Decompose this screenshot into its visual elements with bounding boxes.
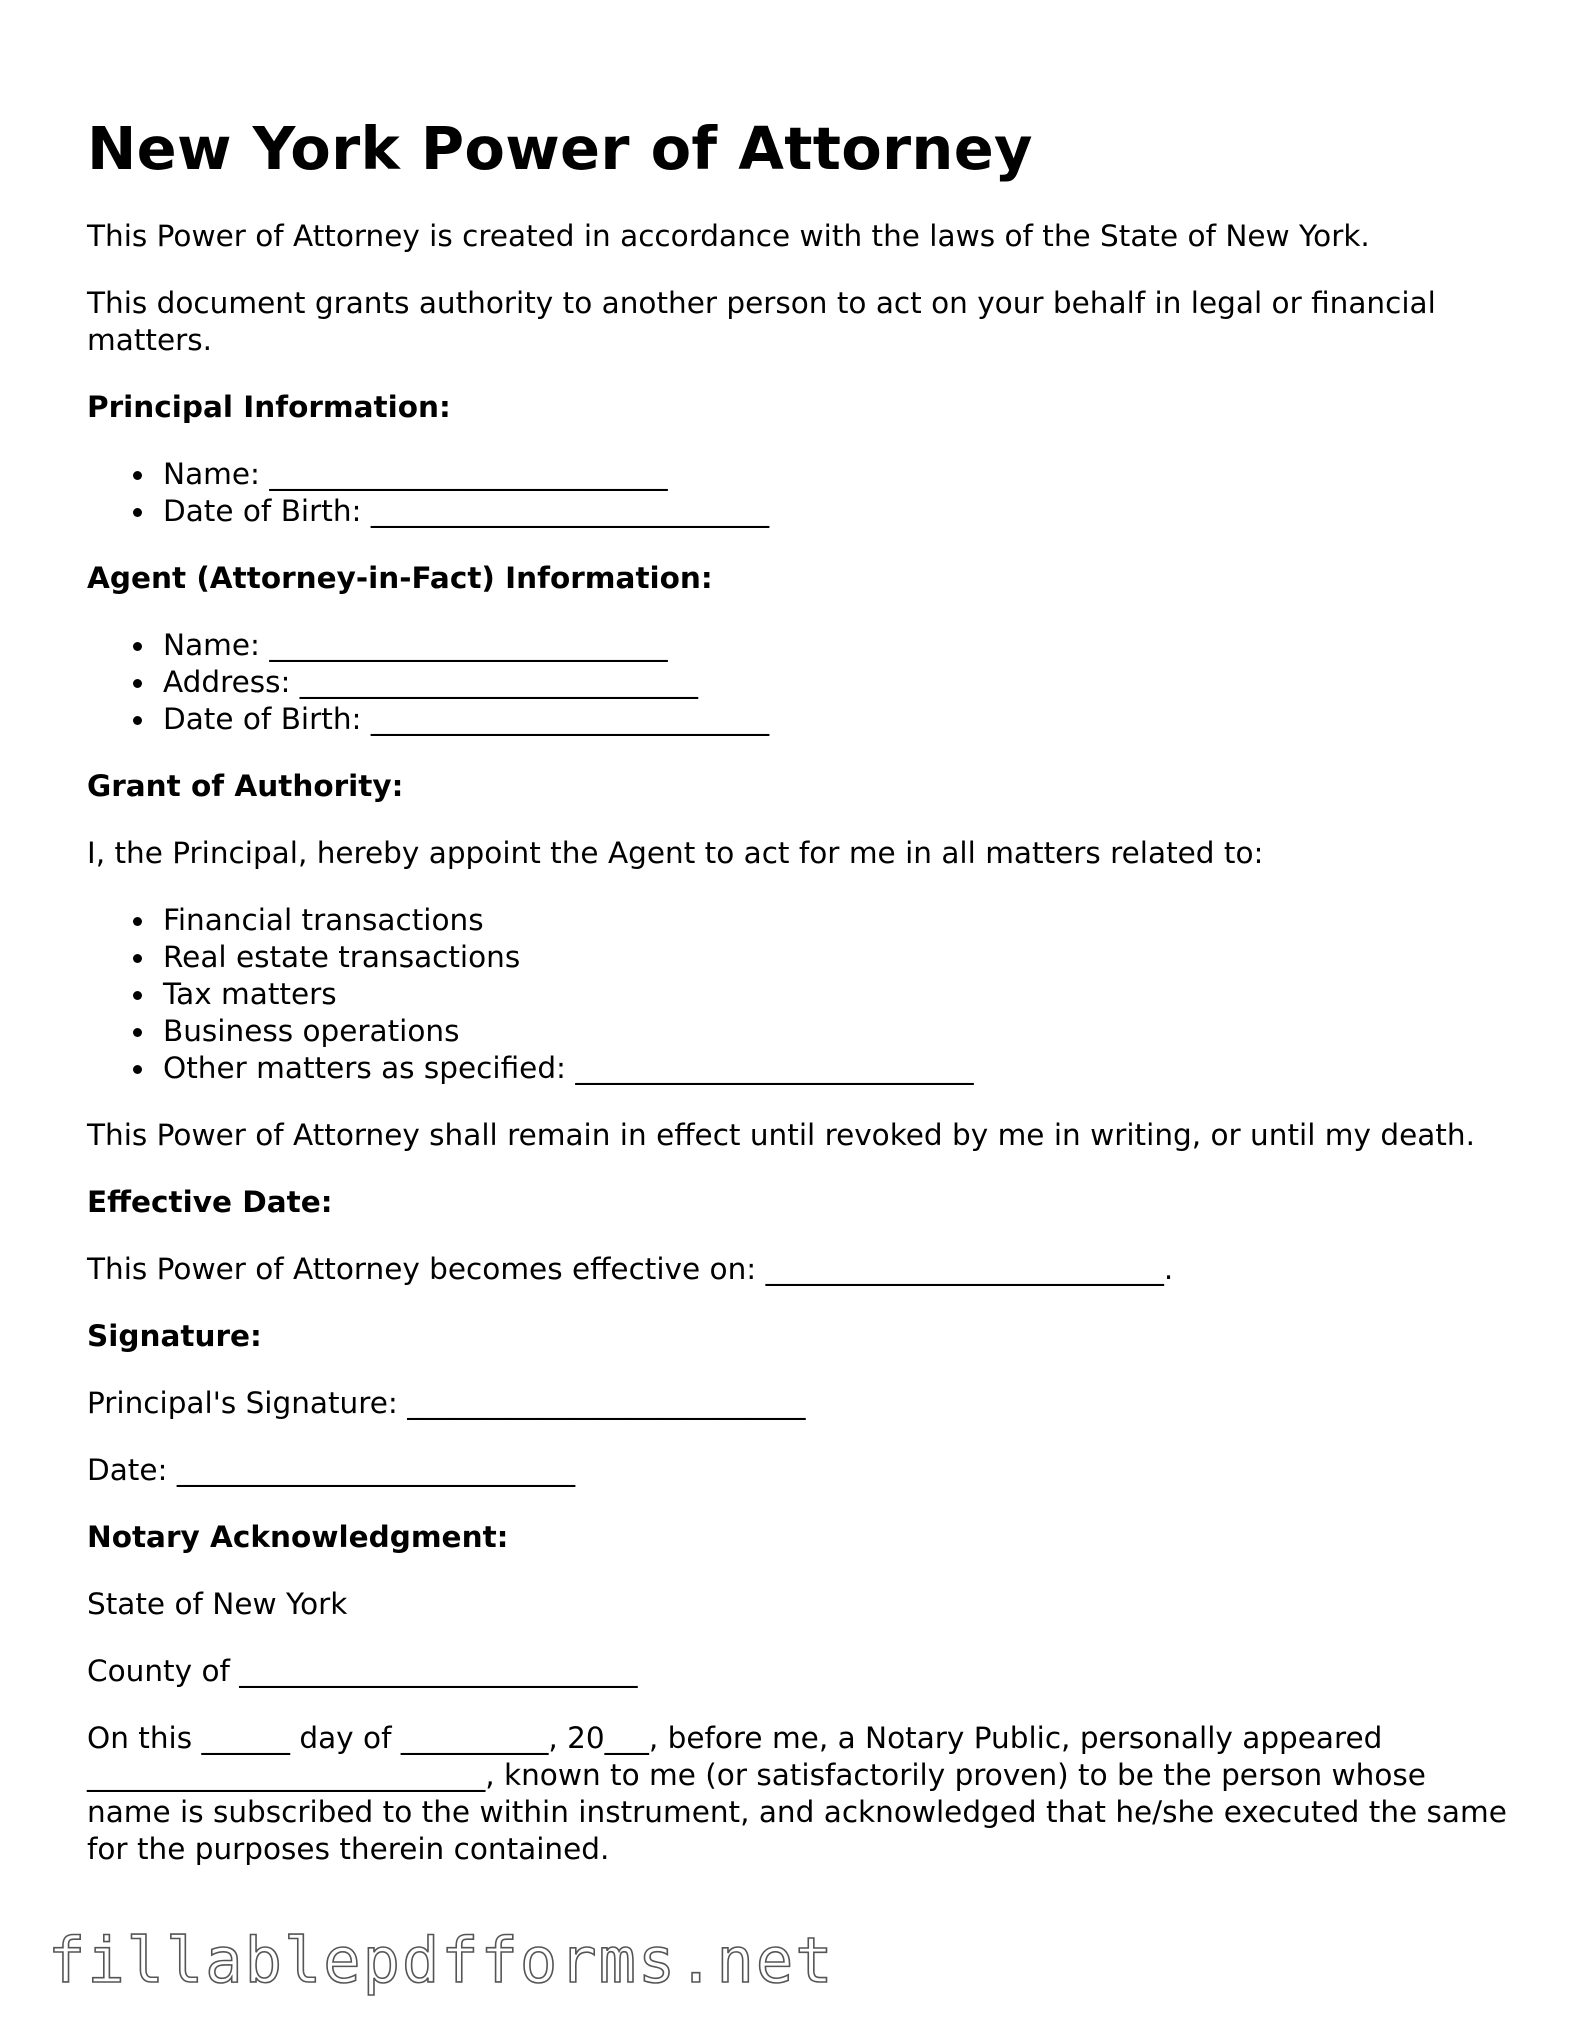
intro-paragraph-2: This document grants authority to another person to act on your behalf in legal or financial matters.: [87, 286, 1436, 357]
notary-heading: Notary Acknowledgment:: [87, 1520, 509, 1554]
document-title: New York Power of Attorney: [87, 114, 1033, 183]
signature-date-field[interactable]: Date: ___________________________: [87, 1453, 576, 1487]
notary-statement[interactable]: On this ______ day of __________, 20___, before me, a Notary Public, personally appeared ___________________________, known to me (or satisfactorily proven) to be the person whose name is subscribed to the within instrument, and acknowledged that he/she executed the same for the purposes therein contained.: [87, 1721, 1507, 1866]
agent-address-field[interactable]: Address: ___________________________: [163, 664, 1507, 701]
authority-statement: I, the Principal, hereby appoint the Agent to act for me in all matters related to:: [87, 836, 1264, 870]
agent-fields-list: [87, 627, 1507, 738]
signature-heading: Signature:: [87, 1319, 262, 1353]
agent-name-field[interactable]: Name: ___________________________: [163, 627, 1507, 664]
other-matters-field[interactable]: Other matters as specified: ___________________________: [163, 1050, 1507, 1087]
principal-signature-field[interactable]: Principal's Signature: ___________________________: [87, 1386, 806, 1420]
notary-state: State of New York: [87, 1587, 348, 1621]
authority-matters-list: [87, 902, 1507, 1087]
principal-dob-field[interactable]: Date of Birth: ___________________________: [163, 493, 1507, 530]
notary-county-field[interactable]: County of ___________________________: [87, 1654, 638, 1688]
agent-info-heading: Agent (Attorney-in-Fact) Information:: [87, 561, 713, 595]
list-item: Real estate transactions: [163, 939, 1507, 976]
intro-paragraph-1: This Power of Attorney is created in accordance with the laws of the State of New York.: [87, 219, 1370, 253]
list-item: Financial transactions: [163, 902, 1507, 939]
principal-info-heading: Principal Information:: [87, 390, 451, 424]
grant-of-authority-heading: Grant of Authority:: [87, 769, 404, 803]
watermark: fillablepdfforms.net: [48, 1924, 835, 1997]
principal-name-field[interactable]: Name: ___________________________: [163, 456, 1507, 493]
agent-dob-field[interactable]: Date of Birth: ___________________________: [163, 701, 1507, 738]
duration-statement: This Power of Attorney shall remain in effect until revoked by me in writing, or until my death.: [87, 1118, 1475, 1152]
document-page: [87, 0, 1507, 1868]
list-item: Business operations: [163, 1013, 1507, 1050]
list-item: Tax matters: [163, 976, 1507, 1013]
effective-date-heading: Effective Date:: [87, 1185, 333, 1219]
effective-date-field[interactable]: This Power of Attorney becomes effective on: ___________________________.: [87, 1252, 1174, 1286]
principal-fields-list: [87, 456, 1507, 530]
